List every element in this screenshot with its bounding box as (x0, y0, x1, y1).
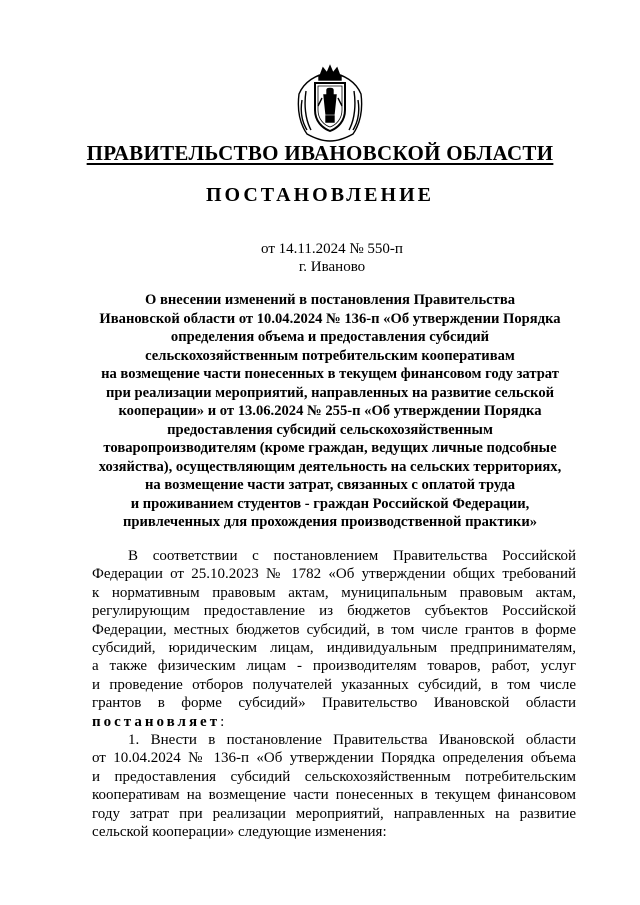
preamble-line: регулирующим предоставление из бюджетов субъектов Российской (92, 603, 576, 620)
document-city: г. Иваново (298, 259, 366, 275)
subject-line: и проживанием студентов - граждан Российской Федерации, (130, 495, 530, 512)
subject-line: на возмещение части затрат, связанных с оплатой труда (145, 477, 515, 493)
item1-line: кооперативам на возмещение части понесенных в текущем финансовом (92, 787, 576, 804)
subject-line: на возмещение части понесенных в текущем финансовом году затрат (101, 366, 559, 382)
preamble-line: В соответствии с постановлением Правительства Российской (128, 548, 576, 564)
document-date-number: от 14.11.2024 № 550-п (261, 241, 403, 257)
subject-line: привлеченных для прохождения производственной практики» (122, 514, 538, 530)
resolves-word: постановляет (92, 713, 221, 730)
document-type-title: ПОСТАНОВЛЕНИЕ (206, 184, 434, 206)
subject-line: Ивановской области от 10.04.2024 № 136-п «Об утверждении Порядка (99, 310, 561, 327)
subject-line: О внесении изменений в постановления Правительства (144, 292, 516, 308)
preamble-line: Федерации, местных бюджетов субсидий, в том числе грантов в форме (92, 621, 576, 638)
resolves-colon: : (220, 713, 225, 730)
subject-line: при реализации мероприятий, направленных на развитие сельской (105, 384, 555, 401)
item1-line: 1. Внести в постановление Правительства Ивановской области (128, 732, 576, 749)
resolves-line (92, 713, 576, 731)
subject-line: сельскохозяйственным потребительским кооперативам (145, 347, 515, 364)
item1-line: сельской кооперации» следующие изменения: (92, 824, 387, 841)
subject-line: определения объема и предоставления субсидий (170, 329, 490, 345)
preamble-line: а также физическим лицам - производителям товаров, работ, услуг (92, 658, 576, 675)
document-body (92, 547, 576, 842)
coat-of-arms-icon (294, 64, 366, 142)
item1-line: и предоставления субсидий сельскохозяйственным потребительским (92, 768, 576, 785)
subject-line: хозяйства), осуществляющим деятельность на сельских территориях, (98, 458, 562, 475)
item1-line: от 10.04.2024 № 136-п «Об утверждении Порядка определения объема (92, 750, 576, 767)
subject-line: предоставления субсидий сельскохозяйственным (167, 421, 493, 438)
preamble-line: грантов в форме субсидий» Правительство Ивановской области (92, 695, 576, 712)
preamble-line: к нормативным правовым актам, муниципальным правовым актам, (92, 584, 576, 601)
organization-name: ПРАВИТЕЛЬСТВО ИВАНОВСКОЙ ОБЛАСТИ (86, 141, 554, 165)
subject-line: кооперации» и от 13.06.2024 № 255-п «Об утверждении Порядка (118, 403, 542, 419)
document-subject (80, 291, 580, 532)
preamble-line: субсидий, юридическим лицам, индивидуальным предпринимателям, (92, 640, 576, 657)
preamble-line: Федерации от 25.10.2023 № 1782 «Об утверждении общих требований (92, 566, 576, 583)
preamble-line: и проведение отборов получателей указанных субсидий, в том числе (92, 676, 576, 693)
subject-line: товаропроизводителям (кроме граждан, ведущих личные подсобные (103, 440, 557, 456)
item1-line: году затрат при реализации мероприятий, направленных на развитие (92, 805, 576, 822)
